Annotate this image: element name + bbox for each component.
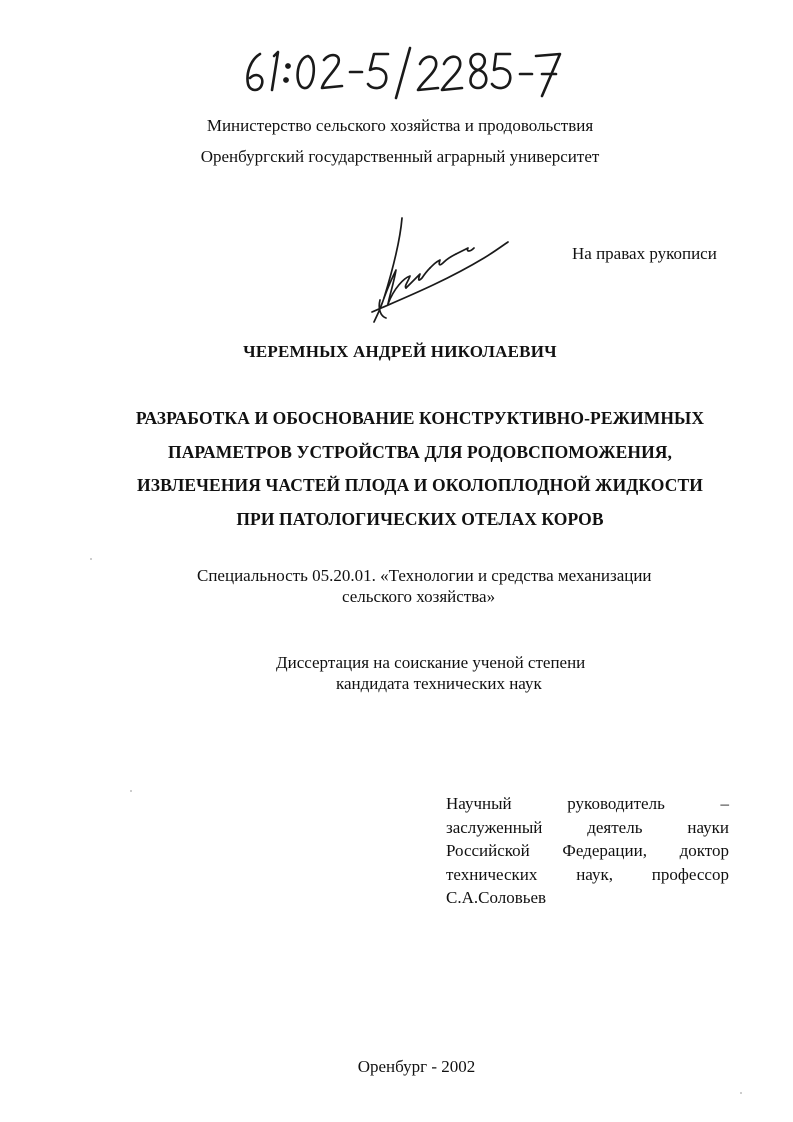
- ministry-name: Министерство сельского хозяйства и продовольствия: [206, 116, 594, 135]
- degree-line: кандидата технических наук: [336, 674, 542, 693]
- city-year: Оренбург - 2002: [357, 1057, 476, 1076]
- supervisor-word: Российской: [446, 841, 530, 860]
- supervisor-word: Федерации,: [562, 841, 647, 860]
- supervisor-line: [446, 863, 729, 887]
- supervisor-word: заслуженный: [446, 817, 543, 837]
- title-line: РАЗРАБОТКА И ОБОСНОВАНИЕ КОНСТРУКТИВНО-РЕЖИМНЫХ: [135, 408, 705, 428]
- supervisor-word: науки: [687, 817, 729, 837]
- supervisor-word: профессор: [651, 864, 729, 884]
- handwritten-archive-number: [238, 40, 568, 100]
- scan-speck: [90, 558, 92, 560]
- title-line: ПРИ ПАТОЛОГИЧЕСКИХ ОТЕЛАХ КОРОВ: [236, 508, 604, 529]
- degree-block: [50, 652, 793, 694]
- supervisor-word: –: [720, 794, 729, 813]
- supervisor-name: С.А.Соловьев: [446, 888, 547, 907]
- supervisor-line: [446, 816, 729, 840]
- handwritten-signature: [364, 212, 514, 327]
- supervisor-word: руководитель: [567, 794, 665, 813]
- supervisor-line: [446, 839, 729, 863]
- supervisor-block: [446, 792, 729, 910]
- degree-line: Диссертация на соискание ученой степени: [276, 653, 586, 672]
- scan-speck: [130, 790, 132, 792]
- supervisor-word: доктор: [679, 841, 729, 860]
- university-name: Оренбургский государственный аграрный университет: [200, 147, 600, 166]
- title-line: ИЗВЛЕЧЕНИЯ ЧАСТЕЙ ПЛОДА И ОКОЛОПЛОДНОЙ ЖИДКОСТИ: [137, 475, 703, 495]
- specialty-line: Специальность 05.20.01. «Технологии и средства механизации: [197, 566, 652, 585]
- supervisor-word: деятель: [587, 817, 643, 837]
- rights-notice: На правах рукописи: [572, 244, 717, 263]
- supervisor-word: Научный: [446, 794, 512, 813]
- scan-speck: [740, 1092, 742, 1094]
- title-line: ПАРАМЕТРОВ УСТРОЙСТВА ДЛЯ РОДОВСПОМОЖЕНИЯ,: [167, 441, 673, 462]
- specialty-line: сельского хозяйства»: [342, 587, 496, 606]
- author-name: ЧЕРЕМНЫХ АНДРЕЙ НИКОЛАЕВИЧ: [243, 342, 557, 361]
- supervisor-word: наук,: [576, 864, 613, 884]
- dissertation-title: [80, 402, 760, 536]
- specialty-block: [80, 565, 780, 607]
- supervisor-word: технических: [446, 864, 538, 884]
- supervisor-line: [446, 792, 729, 816]
